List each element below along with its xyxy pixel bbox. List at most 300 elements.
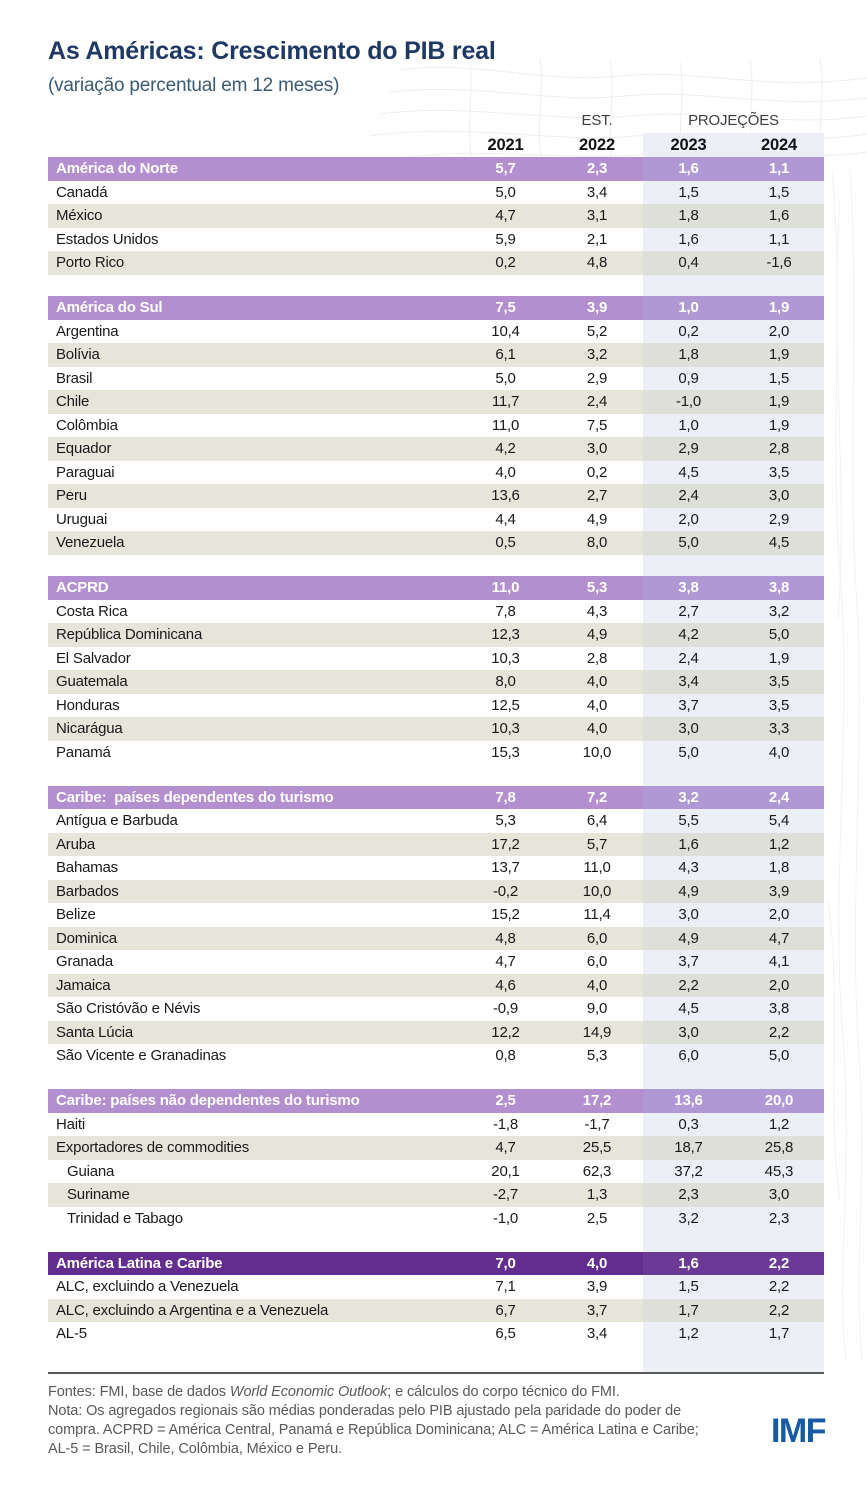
section-header-row [48, 1252, 824, 1276]
value-cell: 6,4 [586, 812, 608, 829]
value-cell: 8,0 [495, 673, 516, 690]
value-cell: 0,8 [495, 1047, 516, 1064]
value-cell: 3,0 [586, 440, 608, 457]
section-gap-row [48, 1230, 824, 1252]
value-cell: 2,1 [586, 230, 608, 248]
table-row [48, 367, 824, 391]
value-cell: 18,7 [643, 1136, 734, 1160]
gdp-table-body [48, 157, 824, 1372]
value-cell: 2,9 [734, 508, 824, 532]
value-cell: 13,6 [491, 487, 520, 504]
gap-band [643, 1346, 734, 1372]
section-value: 5,3 [586, 579, 608, 596]
source-note-italic: World Economic Outlook [229, 1383, 388, 1400]
value-cell: 0,4 [643, 251, 734, 275]
value-cell: 4,5 [643, 997, 734, 1021]
row-label: São Cristóvão e Névis [56, 1000, 201, 1017]
section-value: 2,2 [734, 1252, 824, 1276]
value-cell: 14,9 [582, 1023, 612, 1041]
value-cell: 3,5 [734, 670, 824, 694]
table-row [48, 1183, 824, 1207]
value-cell: 5,5 [643, 809, 734, 833]
section-value: 1,6 [643, 157, 734, 181]
table-row [48, 390, 824, 414]
value-cell: 15,2 [491, 906, 520, 923]
value-cell: 4,0 [586, 720, 608, 737]
value-cell: 3,0 [734, 484, 824, 508]
gap-band [643, 764, 734, 786]
value-cell: 4,0 [586, 696, 608, 714]
value-cell: -1,0 [492, 1209, 519, 1227]
value-cell: 4,1 [734, 950, 824, 974]
value-cell: 6,0 [586, 929, 608, 947]
value-cell: 1,6 [643, 833, 734, 857]
value-cell: 2,2 [734, 1299, 824, 1323]
section-gap-row [48, 275, 824, 297]
value-cell: 3,5 [734, 461, 824, 485]
value-cell: 3,0 [643, 1021, 734, 1045]
row-label: Paraguai [56, 463, 115, 481]
row-label: Belize [56, 906, 96, 923]
value-cell: 7,5 [586, 416, 608, 434]
value-cell: 0,3 [643, 1113, 734, 1137]
page-subtitle: (variação percentual em 12 meses) [48, 75, 340, 96]
row-label: Equador [56, 440, 112, 457]
value-cell: 3,8 [734, 997, 824, 1021]
section-value: 17,2 [582, 1092, 612, 1109]
section-title: Caribe: países dependentes do turismo [56, 788, 334, 806]
value-cell: 4,9 [643, 880, 734, 904]
gap-band [734, 764, 824, 786]
gap-band [643, 275, 734, 297]
value-cell: 4,7 [495, 207, 516, 224]
value-cell: 4,7 [495, 953, 516, 970]
row-label: Estados Unidos [56, 230, 159, 248]
table-row [48, 950, 824, 974]
table-row [48, 623, 824, 647]
row-label: Santa Lúcia [56, 1023, 134, 1041]
table-row [48, 647, 824, 671]
value-cell: 10,3 [491, 720, 520, 737]
table-row [48, 1044, 824, 1068]
section-header-row [48, 157, 824, 181]
value-cell: 1,7 [643, 1299, 734, 1323]
value-cell: 1,5 [734, 181, 824, 205]
row-label: Honduras [56, 696, 120, 714]
gap-band [734, 1346, 824, 1372]
value-cell: 5,3 [495, 812, 516, 829]
section-value: 7,2 [586, 788, 608, 806]
col-header-2023: 2023 [643, 133, 734, 157]
gap-band [734, 275, 824, 297]
value-cell: 4,6 [495, 976, 516, 994]
value-cell: 1,5 [643, 1275, 734, 1299]
value-cell: 3,4 [586, 183, 608, 201]
value-cell: 1,6 [643, 228, 734, 252]
table-row [48, 204, 824, 228]
value-cell: 1,9 [734, 647, 824, 671]
row-label: República Dominicana [56, 626, 203, 643]
table-row [48, 1207, 824, 1231]
value-cell: 10,0 [582, 743, 612, 761]
gap-spacer [48, 1068, 643, 1090]
value-cell: 62,3 [582, 1162, 612, 1180]
gap-spacer [48, 555, 643, 577]
table-row [48, 694, 824, 718]
table-row [48, 414, 824, 438]
row-label: Aruba [56, 835, 96, 853]
value-cell: 2,7 [586, 487, 608, 504]
value-cell: 4,7 [495, 1139, 516, 1156]
section-value: 2,3 [586, 160, 608, 177]
row-label: Bahamas [56, 859, 118, 876]
col-header-2021: 2021 [487, 136, 524, 154]
value-cell: 2,0 [734, 320, 824, 344]
gap-spacer [48, 275, 643, 297]
value-cell: 4,7 [734, 927, 824, 951]
value-cell: 1,2 [643, 1322, 734, 1346]
row-label: Jamaica [56, 976, 111, 994]
value-cell: 2,7 [643, 600, 734, 624]
row-label: Peru [56, 487, 87, 504]
value-cell: 3,4 [643, 670, 734, 694]
row-label: Guiana [67, 1162, 115, 1180]
value-cell: 1,3 [586, 1186, 608, 1203]
table-row [48, 531, 824, 555]
section-header-row [48, 296, 824, 320]
section-value: 3,8 [734, 576, 824, 600]
value-cell: 6,7 [495, 1301, 516, 1319]
row-label: Brasil [56, 369, 93, 387]
value-cell: 5,0 [643, 741, 734, 765]
value-cell: 3,0 [643, 903, 734, 927]
row-label: Argentina [56, 322, 119, 340]
col-header-est: EST. [581, 112, 613, 129]
value-cell: 2,4 [643, 484, 734, 508]
value-cell: 2,5 [586, 1209, 608, 1227]
value-cell: 2,0 [734, 903, 824, 927]
section-title: América do Sul [56, 299, 163, 316]
value-cell: 6,0 [586, 953, 608, 970]
row-label: Exportadores de commodities [56, 1139, 250, 1156]
regional-note: Nota: Os agregados regionais são médias ponderadas pelo PIB ajustado pela paridade do poder de compra. ACPRD = América Central, Panamá e República Dominicana; ALC = América Latina e Caribe; AL-5 = Brasil, Chile, Colômbia, México e Peru. [48, 1402, 699, 1457]
table-row [48, 880, 824, 904]
value-cell: 5,0 [495, 183, 516, 201]
table-row [48, 508, 824, 532]
section-value: 2,5 [495, 1092, 516, 1109]
value-cell: 1,8 [643, 204, 734, 228]
gdp-table [48, 108, 824, 1372]
row-label: Nicarágua [56, 720, 123, 737]
value-cell: -1,0 [643, 390, 734, 414]
section-gap-row [48, 1068, 824, 1090]
header-spacer [48, 108, 460, 133]
value-cell: 1,8 [643, 343, 734, 367]
value-cell: 2,8 [586, 649, 608, 667]
gap-spacer [48, 1346, 643, 1372]
page-title: As Américas: Crescimento do PIB real [48, 37, 496, 65]
value-cell: 10,0 [582, 882, 612, 900]
table-row [48, 1299, 824, 1323]
value-cell: 1,6 [734, 204, 824, 228]
source-note-text: Fontes: FMI, base de dados [48, 1383, 230, 1400]
section-value: 20,0 [734, 1089, 824, 1113]
section-value: 2,4 [734, 786, 824, 810]
table-row [48, 670, 824, 694]
table-row [48, 484, 824, 508]
value-cell: 1,9 [734, 414, 824, 438]
row-label: São Vicente e Granadinas [56, 1047, 227, 1064]
value-cell: 2,2 [734, 1021, 824, 1045]
footnotes [48, 1383, 704, 1460]
section-title: América do Norte [56, 160, 178, 177]
value-cell: 3,9 [734, 880, 824, 904]
value-cell: 10,4 [491, 322, 520, 340]
row-label: ALC, excluindo a Venezuela [56, 1278, 239, 1295]
value-cell: 1,2 [734, 833, 824, 857]
row-label: Uruguai [56, 510, 108, 528]
value-cell: 12,3 [491, 626, 520, 643]
row-label: Colômbia [56, 416, 118, 434]
section-value: 3,9 [586, 299, 608, 316]
table-row [48, 461, 824, 485]
value-cell: 0,5 [495, 534, 516, 551]
value-cell: 15,3 [491, 743, 520, 761]
section-value: 11,0 [491, 579, 520, 596]
value-cell: 4,5 [734, 531, 824, 555]
value-cell: 10,3 [491, 649, 520, 667]
value-cell: 2,8 [734, 437, 824, 461]
value-cell: 2,2 [643, 974, 734, 998]
value-cell: 3,5 [734, 694, 824, 718]
value-cell: 5,0 [734, 1044, 824, 1068]
value-cell: 4,0 [734, 741, 824, 765]
section-value: 1,9 [734, 296, 824, 320]
value-cell: 3,7 [586, 1301, 608, 1319]
value-cell: 5,0 [643, 531, 734, 555]
gap-band [643, 1068, 734, 1090]
col-header-projections: PROJEÇÕES [688, 112, 779, 129]
section-value: 7,8 [495, 788, 516, 806]
value-cell: 1,8 [734, 856, 824, 880]
gap-band [734, 555, 824, 577]
value-cell: 4,4 [495, 510, 516, 528]
section-title: Caribe: países não dependentes do turismo [56, 1092, 360, 1109]
row-label: Canadá [56, 183, 108, 201]
value-cell: 4,0 [495, 463, 516, 481]
header-spacer [460, 108, 551, 133]
value-cell: 5,3 [586, 1047, 608, 1064]
header-spacer [48, 133, 460, 157]
value-cell: -0,9 [492, 1000, 519, 1017]
value-cell: 12,5 [491, 696, 520, 714]
divider-line [48, 1372, 824, 1374]
section-value: 1,0 [643, 296, 734, 320]
gap-spacer [48, 1230, 643, 1252]
row-label: Trinidad e Tabago [67, 1209, 183, 1227]
value-cell: 4,0 [586, 673, 608, 690]
row-label: Porto Rico [56, 254, 125, 271]
value-cell: 0,2 [586, 463, 608, 481]
value-cell: 4,0 [586, 976, 608, 994]
value-cell: 4,9 [586, 626, 608, 643]
source-note-text: ; e cálculos do corpo técnico do FMI. [387, 1383, 620, 1400]
section-value: 1,1 [734, 157, 824, 181]
table-row [48, 1160, 824, 1184]
value-cell: 5,0 [495, 369, 516, 387]
value-cell: 2,3 [643, 1183, 734, 1207]
table-row [48, 856, 824, 880]
value-cell: -0,2 [492, 882, 519, 900]
col-header-2022: 2022 [579, 136, 615, 154]
gap-band [643, 555, 734, 577]
section-title: ACPRD [56, 579, 109, 596]
section-value: 7,5 [495, 299, 516, 316]
value-cell: 45,3 [734, 1160, 824, 1184]
value-cell: 7,1 [495, 1278, 516, 1295]
value-cell: 37,2 [643, 1160, 734, 1184]
value-cell: 5,4 [734, 809, 824, 833]
value-cell: 0,2 [495, 254, 516, 271]
row-label: Antígua e Barbuda [56, 812, 178, 829]
table-row [48, 343, 824, 367]
table-row [48, 741, 824, 765]
row-label: Haiti [56, 1115, 86, 1133]
value-cell: 17,2 [491, 835, 520, 853]
table-row [48, 1322, 824, 1346]
value-cell: -1,7 [584, 1115, 610, 1133]
table-row [48, 717, 824, 741]
col-header-2024: 2024 [734, 133, 824, 157]
value-cell: 3,2 [734, 600, 824, 624]
value-cell: 12,2 [491, 1023, 520, 1041]
value-cell: 2,4 [643, 647, 734, 671]
value-cell: 1,2 [734, 1113, 824, 1137]
value-cell: 7,8 [495, 602, 516, 620]
value-cell: 1,1 [734, 228, 824, 252]
table-row [48, 1113, 824, 1137]
value-cell: -2,7 [492, 1186, 519, 1203]
value-cell: 2,2 [734, 1275, 824, 1299]
section-value: 1,6 [643, 1252, 734, 1276]
value-cell: 4,8 [495, 929, 516, 947]
value-cell: 3,4 [586, 1325, 608, 1342]
row-label: ALC, excluindo a Argentina e a Venezuela [56, 1301, 329, 1319]
section-header-row [48, 786, 824, 810]
table-row [48, 251, 824, 275]
value-cell: 11,7 [491, 393, 520, 410]
section-title: América Latina e Caribe [56, 1254, 223, 1272]
value-cell: 9,0 [586, 1000, 608, 1017]
table-header-row [48, 108, 824, 133]
table-row [48, 903, 824, 927]
gap-band [643, 1230, 734, 1252]
value-cell: 1,5 [643, 181, 734, 205]
value-cell: 0,9 [643, 367, 734, 391]
section-gap-row [48, 555, 824, 577]
value-cell: 3,2 [643, 1207, 734, 1231]
row-label: Barbados [56, 882, 119, 900]
value-cell: 4,9 [586, 510, 608, 528]
imf-logo: IMF [770, 1412, 825, 1450]
value-cell: 3,9 [586, 1278, 608, 1295]
value-cell: 3,7 [643, 694, 734, 718]
value-cell: -1,6 [734, 251, 824, 275]
section-value: 3,2 [643, 786, 734, 810]
value-cell: 6,0 [643, 1044, 734, 1068]
section-value: 4,0 [586, 1254, 608, 1272]
row-label: Dominica [56, 929, 117, 947]
table-row [48, 1136, 824, 1160]
value-cell: 4,3 [643, 856, 734, 880]
value-cell: 2,0 [734, 974, 824, 998]
section-value: 3,8 [643, 576, 734, 600]
value-cell: 2,3 [734, 1207, 824, 1231]
table-row [48, 437, 824, 461]
row-label: México [56, 207, 103, 224]
row-label: Granada [56, 953, 113, 970]
value-cell: 5,9 [495, 230, 516, 248]
table-row [48, 228, 824, 252]
table-row [48, 809, 824, 833]
value-cell: 3,1 [586, 207, 608, 224]
row-label: AL-5 [56, 1325, 87, 1342]
section-header-row [48, 1089, 824, 1113]
report-content [48, 36, 824, 1459]
value-cell: 3,7 [643, 950, 734, 974]
section-value: 13,6 [643, 1089, 734, 1113]
value-cell: 4,5 [643, 461, 734, 485]
table-row [48, 1275, 824, 1299]
table-year-row [48, 133, 824, 157]
table-row [48, 974, 824, 998]
row-label: El Salvador [56, 649, 131, 667]
value-cell: 4,8 [586, 254, 608, 271]
row-label: Venezuela [56, 534, 125, 551]
section-header-row [48, 576, 824, 600]
value-cell: 5,7 [586, 835, 608, 853]
value-cell: -1,8 [492, 1115, 519, 1133]
value-cell: 11,0 [583, 859, 611, 876]
value-cell: 3,0 [734, 1183, 824, 1207]
value-cell: 3,0 [643, 717, 734, 741]
table-row [48, 927, 824, 951]
value-cell: 1,9 [734, 390, 824, 414]
value-cell: 3,2 [586, 346, 608, 363]
value-cell: 4,3 [586, 602, 608, 620]
value-cell: 0,2 [643, 320, 734, 344]
value-cell: 25,5 [582, 1139, 612, 1156]
value-cell: 25,8 [734, 1136, 824, 1160]
table-row [48, 181, 824, 205]
table-row [48, 997, 824, 1021]
value-cell: 1,5 [734, 367, 824, 391]
value-cell: 2,0 [643, 508, 734, 532]
table-row [48, 320, 824, 344]
gap-band [734, 1230, 824, 1252]
value-cell: 2,9 [586, 369, 608, 387]
value-cell: 1,0 [643, 414, 734, 438]
value-cell: 20,1 [491, 1162, 520, 1180]
value-cell: 5,2 [586, 322, 608, 340]
section-value: 7,0 [495, 1254, 516, 1272]
value-cell: 11,0 [491, 416, 520, 434]
value-cell: 8,0 [586, 534, 608, 551]
gap-band [734, 1068, 824, 1090]
value-cell: 11,4 [583, 906, 611, 923]
gap-spacer [48, 764, 643, 786]
table-row [48, 600, 824, 624]
